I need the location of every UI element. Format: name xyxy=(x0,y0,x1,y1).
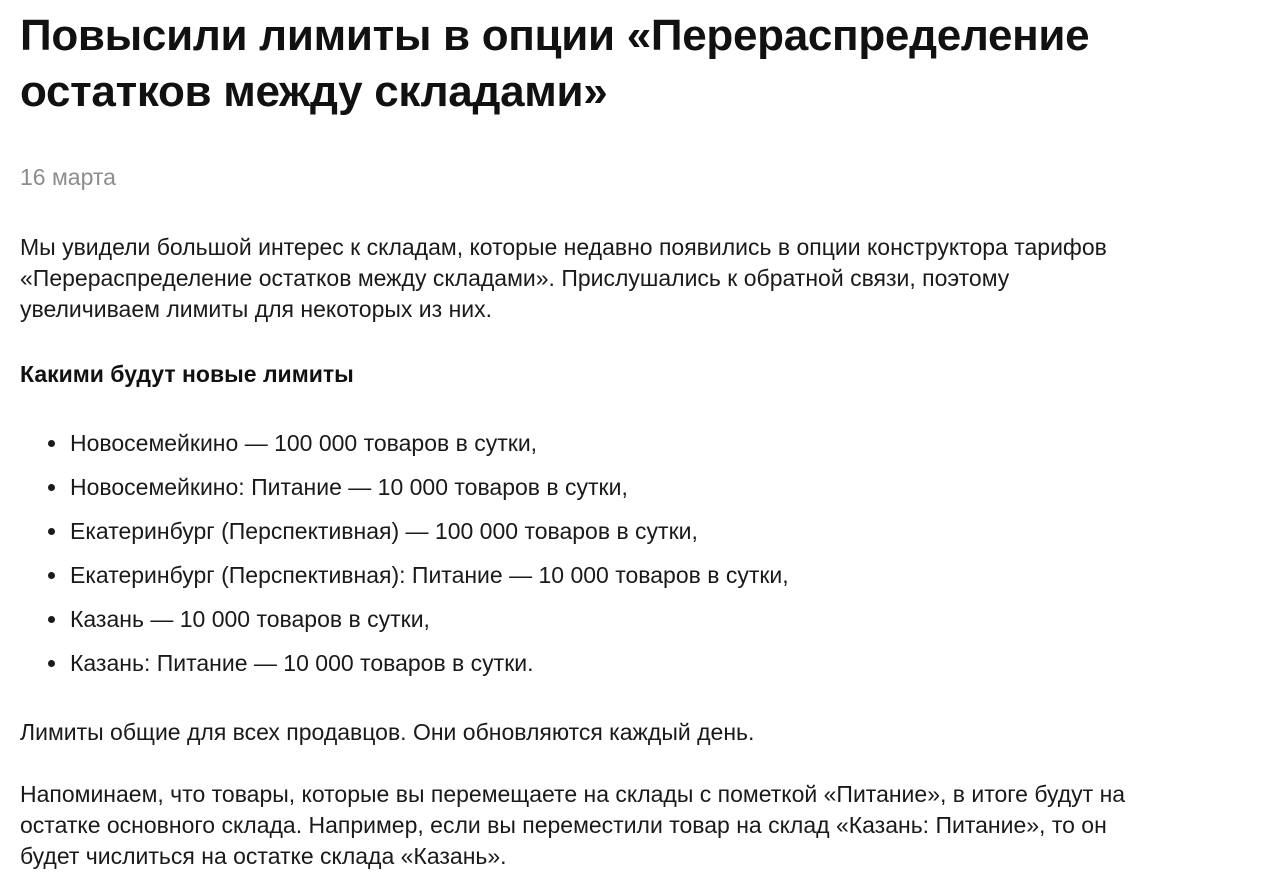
limit-item xyxy=(20,516,1260,547)
bullet-icon xyxy=(48,528,55,535)
limit-item-text: Екатеринбург (Перспективная): Питание — 10 000 товаров в сутки, xyxy=(70,562,789,588)
limit-item-text: Екатеринбург (Перспективная) — 100 000 товаров в сутки, xyxy=(70,518,698,544)
bullet-icon xyxy=(48,440,55,447)
bullet-icon xyxy=(48,572,55,579)
reminder-paragraph xyxy=(20,779,1260,872)
bullet-icon xyxy=(48,660,55,667)
limit-item xyxy=(20,428,1260,459)
common-limits-note: Лимиты общие для всех продавцов. Они обновляются каждый день. xyxy=(20,719,755,745)
limits-heading: Какими будут новые лимиты xyxy=(20,361,354,387)
limit-item-text: Казань: Питание — 10 000 товаров в сутки. xyxy=(70,650,534,676)
article-title-line: Повысили лимиты в опции «Перераспределение xyxy=(20,11,1090,60)
bullet-icon xyxy=(48,484,55,491)
article-title xyxy=(20,8,1260,120)
limit-item xyxy=(20,604,1260,635)
reminder-line: будет числиться на остатке склада «Казань». xyxy=(20,843,507,869)
limits-list xyxy=(20,428,1260,679)
article-title-line: остатков между складами» xyxy=(20,67,608,116)
intro-line: Мы увидели большой интерес к складам, которые недавно появились в опции конструктора тарифов xyxy=(20,234,1107,260)
reminder-line: остатке основного склада. Например, если вы переместили товар на склад «Казань: Питание», то он xyxy=(20,812,1107,838)
limit-item-text: Казань — 10 000 товаров в сутки, xyxy=(70,606,430,632)
limit-item-text: Новосемейкино — 100 000 товаров в сутки, xyxy=(70,430,538,456)
bullet-icon xyxy=(48,616,55,623)
limit-item xyxy=(20,560,1260,591)
intro-line: увеличиваем лимиты для некоторых из них. xyxy=(20,296,493,322)
article xyxy=(20,0,1260,872)
limit-item xyxy=(20,472,1260,503)
intro-paragraph xyxy=(20,232,1260,325)
reminder-line: Напоминаем, что товары, которые вы перемещаете на склады с пометкой «Питание», в итоге будут на xyxy=(20,781,1126,807)
intro-line: «Перераспределение остатков между складами». Прислушались к обратной связи, поэтому xyxy=(20,265,1010,291)
limit-item-text: Новосемейкино: Питание — 10 000 товаров в сутки, xyxy=(70,474,628,500)
limit-item xyxy=(20,648,1260,679)
article-date: 16 марта xyxy=(20,164,116,190)
